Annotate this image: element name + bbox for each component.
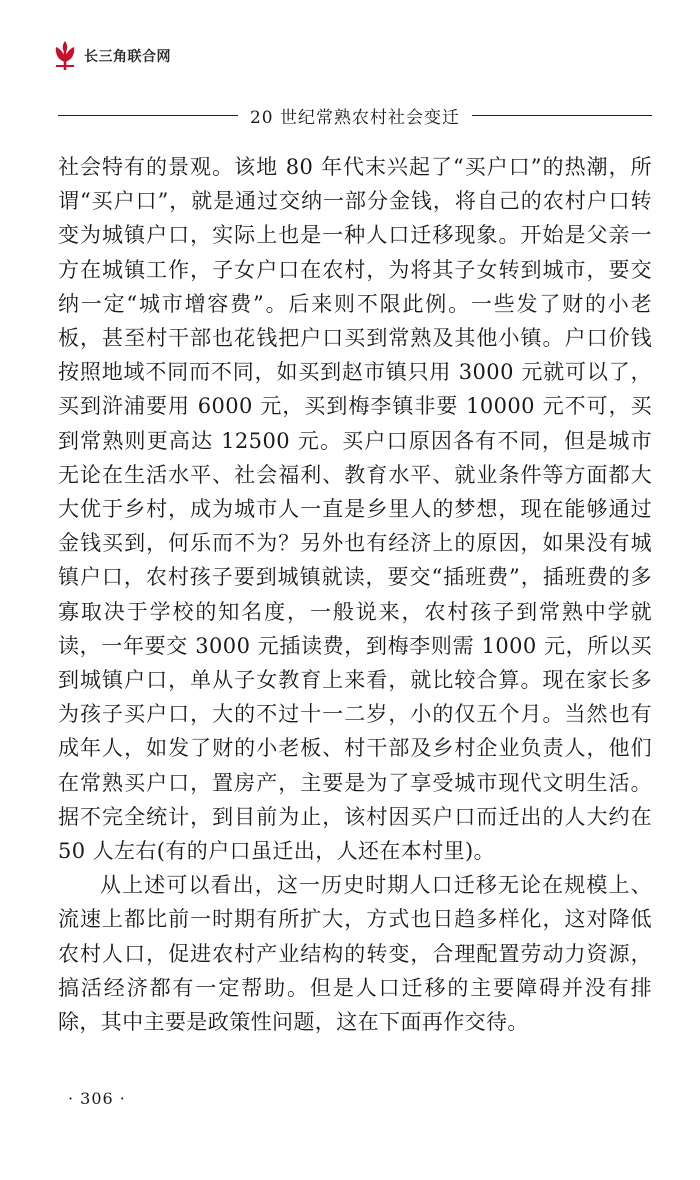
paragraph-2: 从上述可以看出，这一历史时期人口迁移无论在规模上、流速上都比前一时期有所扩大，方式也日趋多样化，这对降低农村人口，促进农村产业结构的转变，合理配置劳动力资源，搞活经济都有一定帮助。但是人口迁移的主要障碍并没有排除，其中主要是政策性问题，这在下面再作交待。	[58, 873, 652, 1035]
wheat-logo-icon	[52, 40, 78, 72]
logo-text: 长三角联合网	[84, 49, 171, 65]
site-logo	[52, 38, 171, 74]
running-header	[58, 102, 652, 128]
header-rule-left	[58, 115, 238, 116]
body-text	[58, 150, 652, 1039]
paragraph-1: 社会特有的景观。该地 80 年代末兴起了“买户口”的热潮，所谓“买户口”，就是通过交纳一部分金钱，将自己的农村户口转变为城镇户口，实际上也是一种人口迁移现象。开始是父亲一方在城镇工作，子女户口在农村，为将其子女转到城市，要交纳一定“城市增容费”。后来则不限此例。一些发了财的小老板，甚至村干部也花钱把户口买到常熟及其他小镇。户口价钱按照地域不同而不同，如买到赵市镇只用 3000 元就可以了，买到浒浦要用 6000 元，买到梅李镇非要 10000 元不可，买到常熟则更高达 12500 元。买户口原因各有不同，但是城市无论在生活水平、社会福利、教育水平、就业条件等方面都大大优于乡村，成为城市人一直是乡里人的梦想，现在能够通过金钱买到，何乐而不为？另外也有经济上的原因，如果没有城镇户口，农村孩子要到城镇就读，要交“插班费”，插班费的多寡取决于学校的知名度，一般说来，农村孩子到常熟中学就读，一年要交 3000 元插读费，到梅李则需 1000 元，所以买到城镇户口，单从子女教育上来看，就比较合算。现在家长多为孩子买户口，大的不过十一二岁，小的仅五个月。当然也有成年人，如发了财的小老板、村干部及乡村企业负责人，他们在常熟买户口，置房产，主要是为了享受城市现代文明生活。据不完全统计，到目前为止，该村因买户口而迁出的人大约在 50 人左右(有的户口虽迁出，人还在本村里)。	[58, 155, 652, 864]
page-number: · 306 ·	[68, 1089, 126, 1108]
header-title: 20 世纪常熟农村社会变迁	[249, 107, 461, 128]
header-rule-right	[472, 115, 652, 116]
